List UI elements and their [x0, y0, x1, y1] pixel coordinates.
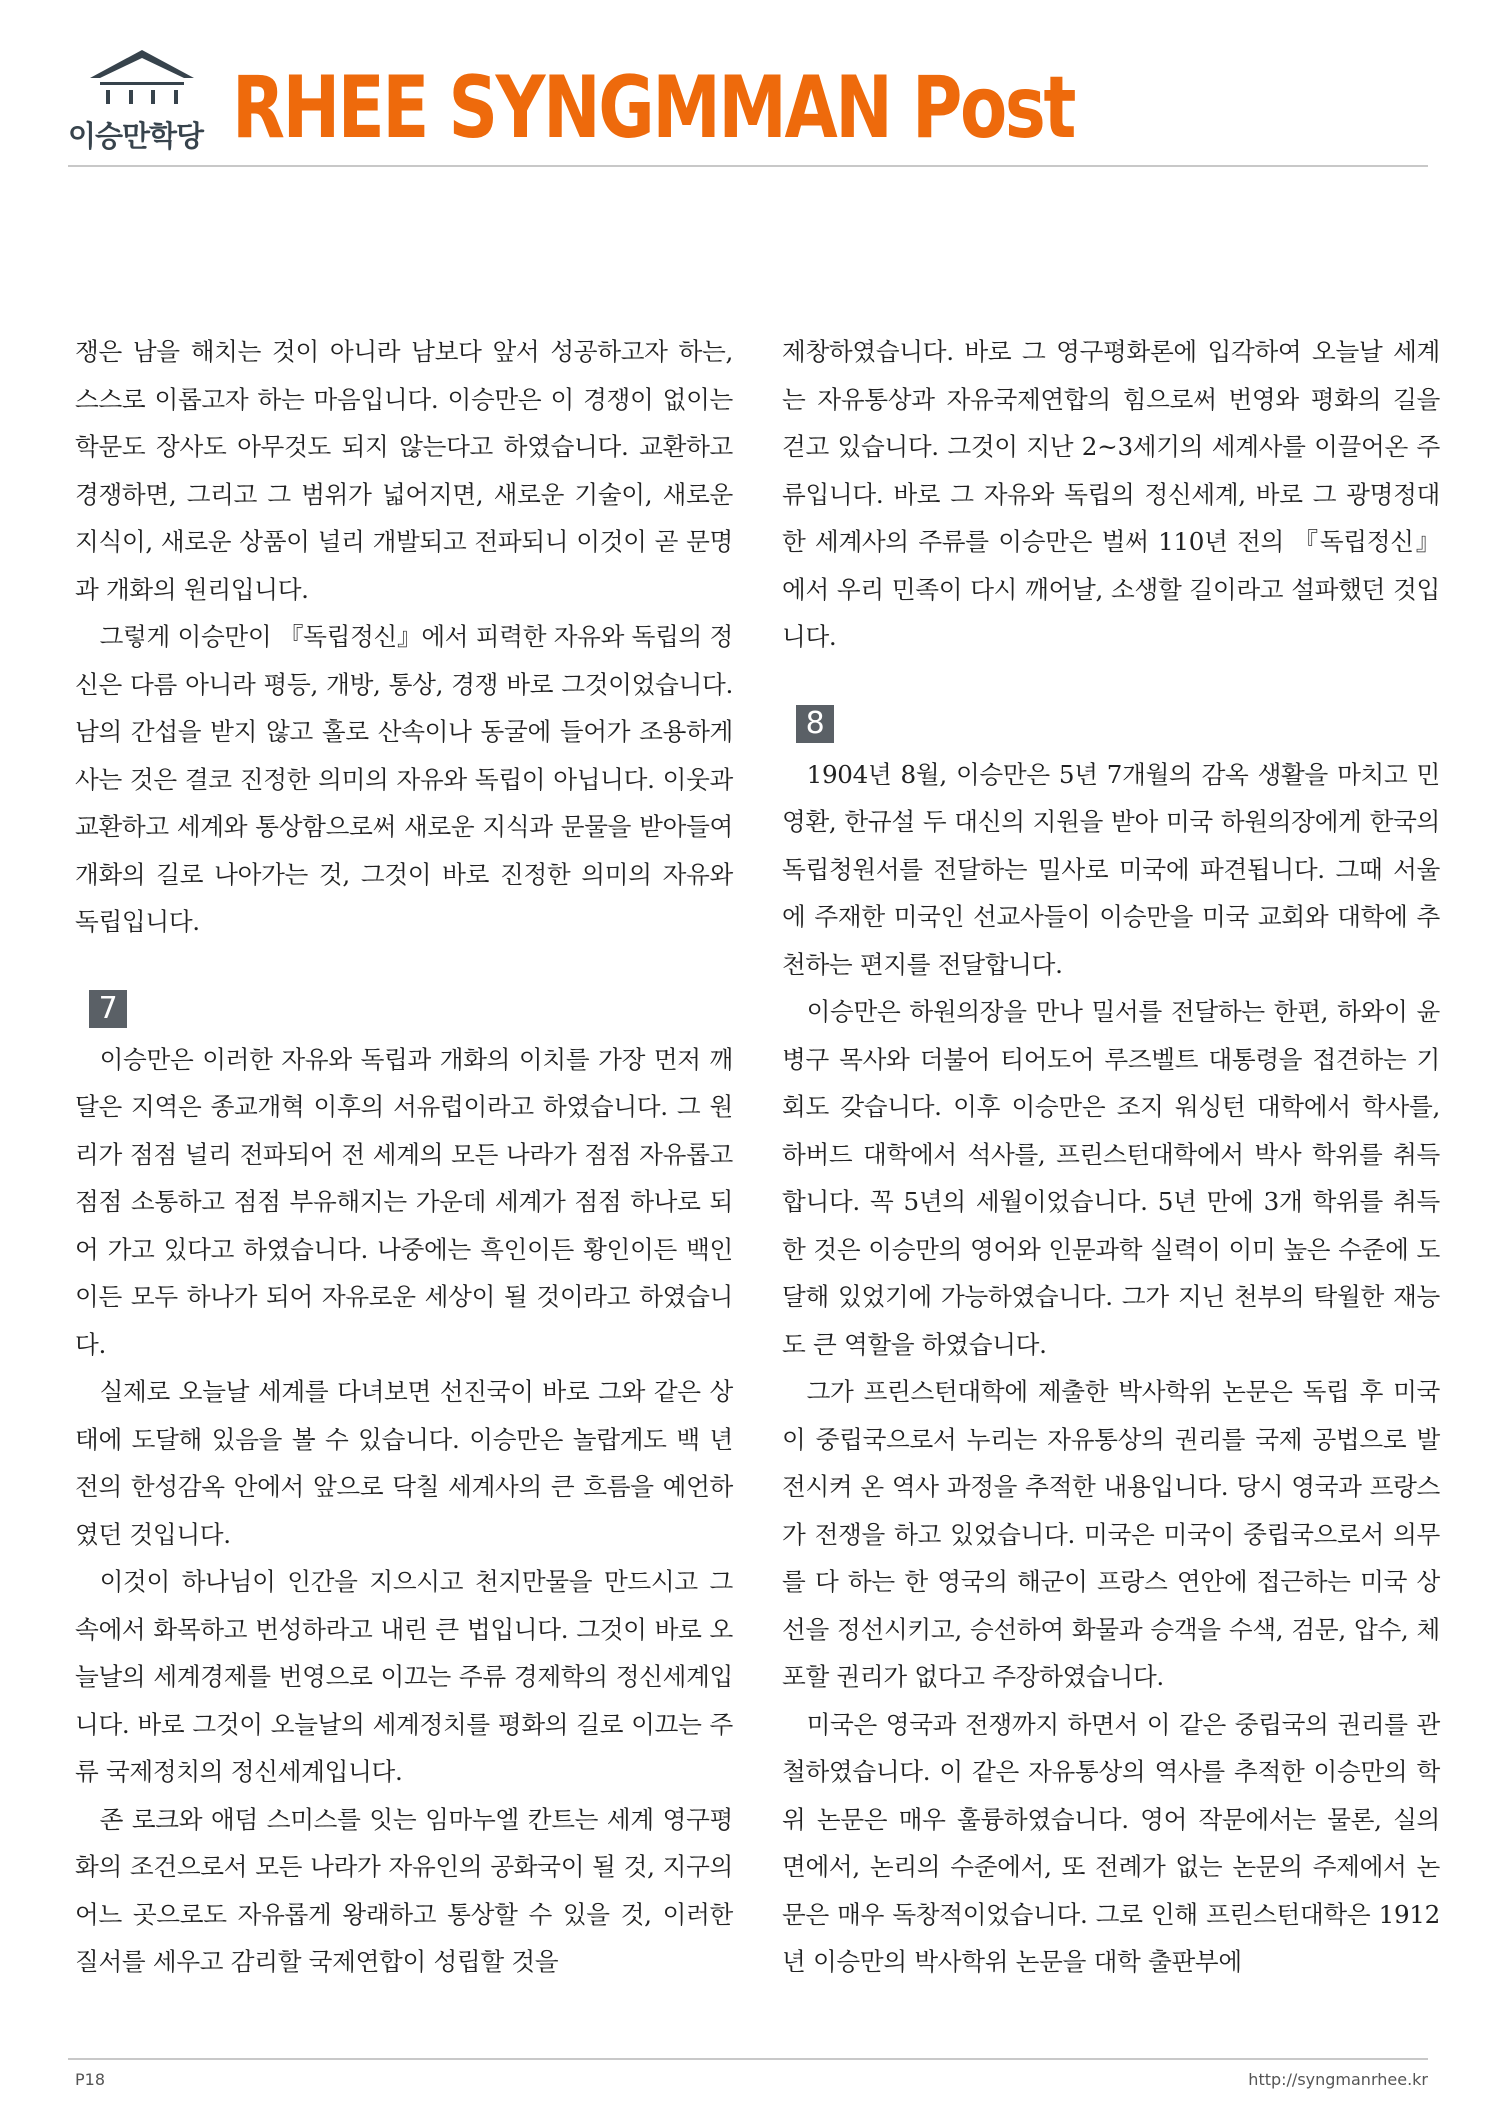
section-number-badge: 8: [796, 705, 834, 743]
logo-text: 이승만학당: [68, 119, 204, 153]
paragraph: 쟁은 남을 해치는 것이 아니라 남보다 앞서 성공하고자 하는, 스스로 이롭고자 하는 마음입니다. 이승만은 이 경쟁이 없이는 학문도 장사도 아무것도 되지 않는다고 하였습니다. 교환하고 경쟁하면, 그리고 그 범위가 넓어지면, 새로운 기술이, 새로운 지식이, 새로운 상품이 널리 개발되고 전파되니 이것이 곧 문명과 개화의 원리입니다.: [75, 337, 733, 604]
house-icon: [86, 48, 198, 110]
paragraph: 그렇게 이승만이 『독립정신』에서 피력한 자유와 독립의 정신은 다름 아니라 평등, 개방, 통상, 경쟁 바로 그것이었습니다. 남의 간섭을 받지 않고 홀로 산속이나 동굴에 들어가 조용하게 사는 것은 결코 진정한 의미의 자유와 독립이 아닙니다. 이웃과 교환하고 세계와 통상함으로써 새로운 지식과 문물을 받아들여 개화의 길로 나아가는 것, 그것이 바로 진정한 의미의 자유와 독립입니다.: [75, 622, 733, 936]
paragraph: 제창하였습니다. 바로 그 영구평화론에 입각하여 오늘날 세계는 자유통상과 자유국제연합의 힘으로써 번영와 평화의 길을 걷고 있습니다. 그것이 지난 2~3세기의 세계사를 이끌어온 주류입니다. 바로 그 자유와 독립의 정신세계, 바로 그 광명정대한 세계사의 주류를 이승만은 벌써 110년 전의 『독립정신』에서 우리 민족이 다시 깨어날, 소생할 길이라고 설파했던 것입니다.: [782, 337, 1440, 651]
publication-title: RHEE SYNGMMAN Post: [232, 58, 1074, 158]
paragraph: 존 로크와 애덤 스미스를 잇는 임마누엘 칸트는 세계 영구평화의 조건으로서 모든 나라가 자유인의 공화국이 될 것, 지구의 어느 곳으로도 자유롭게 왕래하고 통상할 수 있을 것, 이러한 질서를 세우고 감리할 국제연합이 성립할 것을: [75, 1804, 733, 1976]
page-header: [68, 48, 1428, 168]
paragraph: 그가 프린스턴대학에 제출한 박사학위 논문은 독립 후 미국이 중립국으로서 누리는 자유통상의 권리를 국제 공법으로 발전시켜 온 역사 과정을 추적한 내용입니다. 당시 영국과 프랑스가 전쟁을 하고 있었습니다. 미국은 미국이 중립국으로서 의무를 다 하는 한 영국의 해군이 프랑스 연안에 접근하는 미국 상선을 정선시키고, 승선하여 화물과 승객을 수색, 검문, 압수, 체포할 권리가 없다고 주장하였습니다.: [782, 1377, 1440, 1691]
paragraph: 이승만은 하원의장을 만나 밀서를 전달하는 한편, 하와이 윤병구 목사와 더불어 티어도어 루즈벨트 대통령을 접견하는 기회도 갖습니다. 이후 이승만은 조지 워싱턴 대학에서 학사를, 하버드 대학에서 석사를, 프린스턴대학에서 박사 학위를 취득합니다. 꼭 5년의 세월이었습니다. 5년 만에 3개 학위를 취득한 것은 이승만의 영어와 인문과학 실력이 이미 높은 수준에 도달해 있었기에 가능하였습니다. 그가 지닌 천부의 탁월한 재능도 큰 역할을 하였습니다.: [782, 997, 1440, 1359]
footer-divider: [68, 2058, 1428, 2060]
paragraph: 이승만은 이러한 자유와 독립과 개화의 이치를 가장 먼저 깨달은 지역은 종교개혁 이후의 서유럽이라고 하였습니다. 그 원리가 점점 널리 전파되어 전 세계의 모든 나라가 점점 자유롭고 점점 소통하고 점점 부유해지는 가운데 세계가 점점 하나로 되어 가고 있다고 하였습니다. 나중에는 흑인이든 황인이든 백인이든 모두 하나가 되어 자유로운 세상이 될 것이라고 하였습니다.: [75, 1044, 733, 1359]
website-url[interactable]: http://syngmanrhee.kr: [1248, 2070, 1428, 2089]
paragraph: 1904년 8월, 이승만은 5년 7개월의 감옥 생활을 마치고 민영환, 한규설 두 대신의 지원을 받아 미국 하원의장에게 한국의 독립청원서를 전달하는 밀사로 미국에 파견됩니다. 그때 서울에 주재한 미국인 선교사들이 이승만을 미국 교회와 대학에 추천하는 편지를 전달합니다.: [782, 759, 1440, 979]
page-number: P18: [75, 2070, 106, 2089]
paragraph: 이것이 하나님이 인간을 지으시고 천지만물을 만드시고 그 속에서 화목하고 번성하라고 내린 큰 법입니다. 그것이 바로 오늘날의 세계경제를 번영으로 이끄는 주류 경제학의 정신세계입니다. 바로 그것이 오늘날의 세계정치를 평화의 길로 이끄는 주류 국제정치의 정신세계입니다.: [75, 1567, 733, 1786]
logo: [68, 48, 218, 158]
paragraph: 미국은 영국과 전쟁까지 하면서 이 같은 중립국의 권리를 관철하였습니다. 이 같은 자유통상의 역사를 추적한 이승만의 학위 논문은 매우 훌륭하였습니다. 영어 작문에서는 물론, 실의 면에서, 논리의 수준에서, 또 전례가 없는 논문의 주제에서 논문은 매우 독창적이었습니다. 그로 인해 프린스턴대학은 1912년 이승만의 박사학위 논문을 대학 출판부에: [782, 1709, 1440, 1976]
section-number-badge: 7: [89, 990, 127, 1028]
right-column: [782, 328, 1440, 1986]
left-column: [75, 328, 733, 1986]
header-divider: [68, 165, 1428, 167]
paragraph: 실제로 오늘날 세계를 다녀보면 선진국이 바로 그와 같은 상태에 도달해 있음을 볼 수 있습니다. 이승만은 놀랍게도 백 년 전의 한성감옥 안에서 앞으로 닥칠 세계사의 큰 흐름을 예언하였던 것입니다.: [75, 1377, 733, 1549]
